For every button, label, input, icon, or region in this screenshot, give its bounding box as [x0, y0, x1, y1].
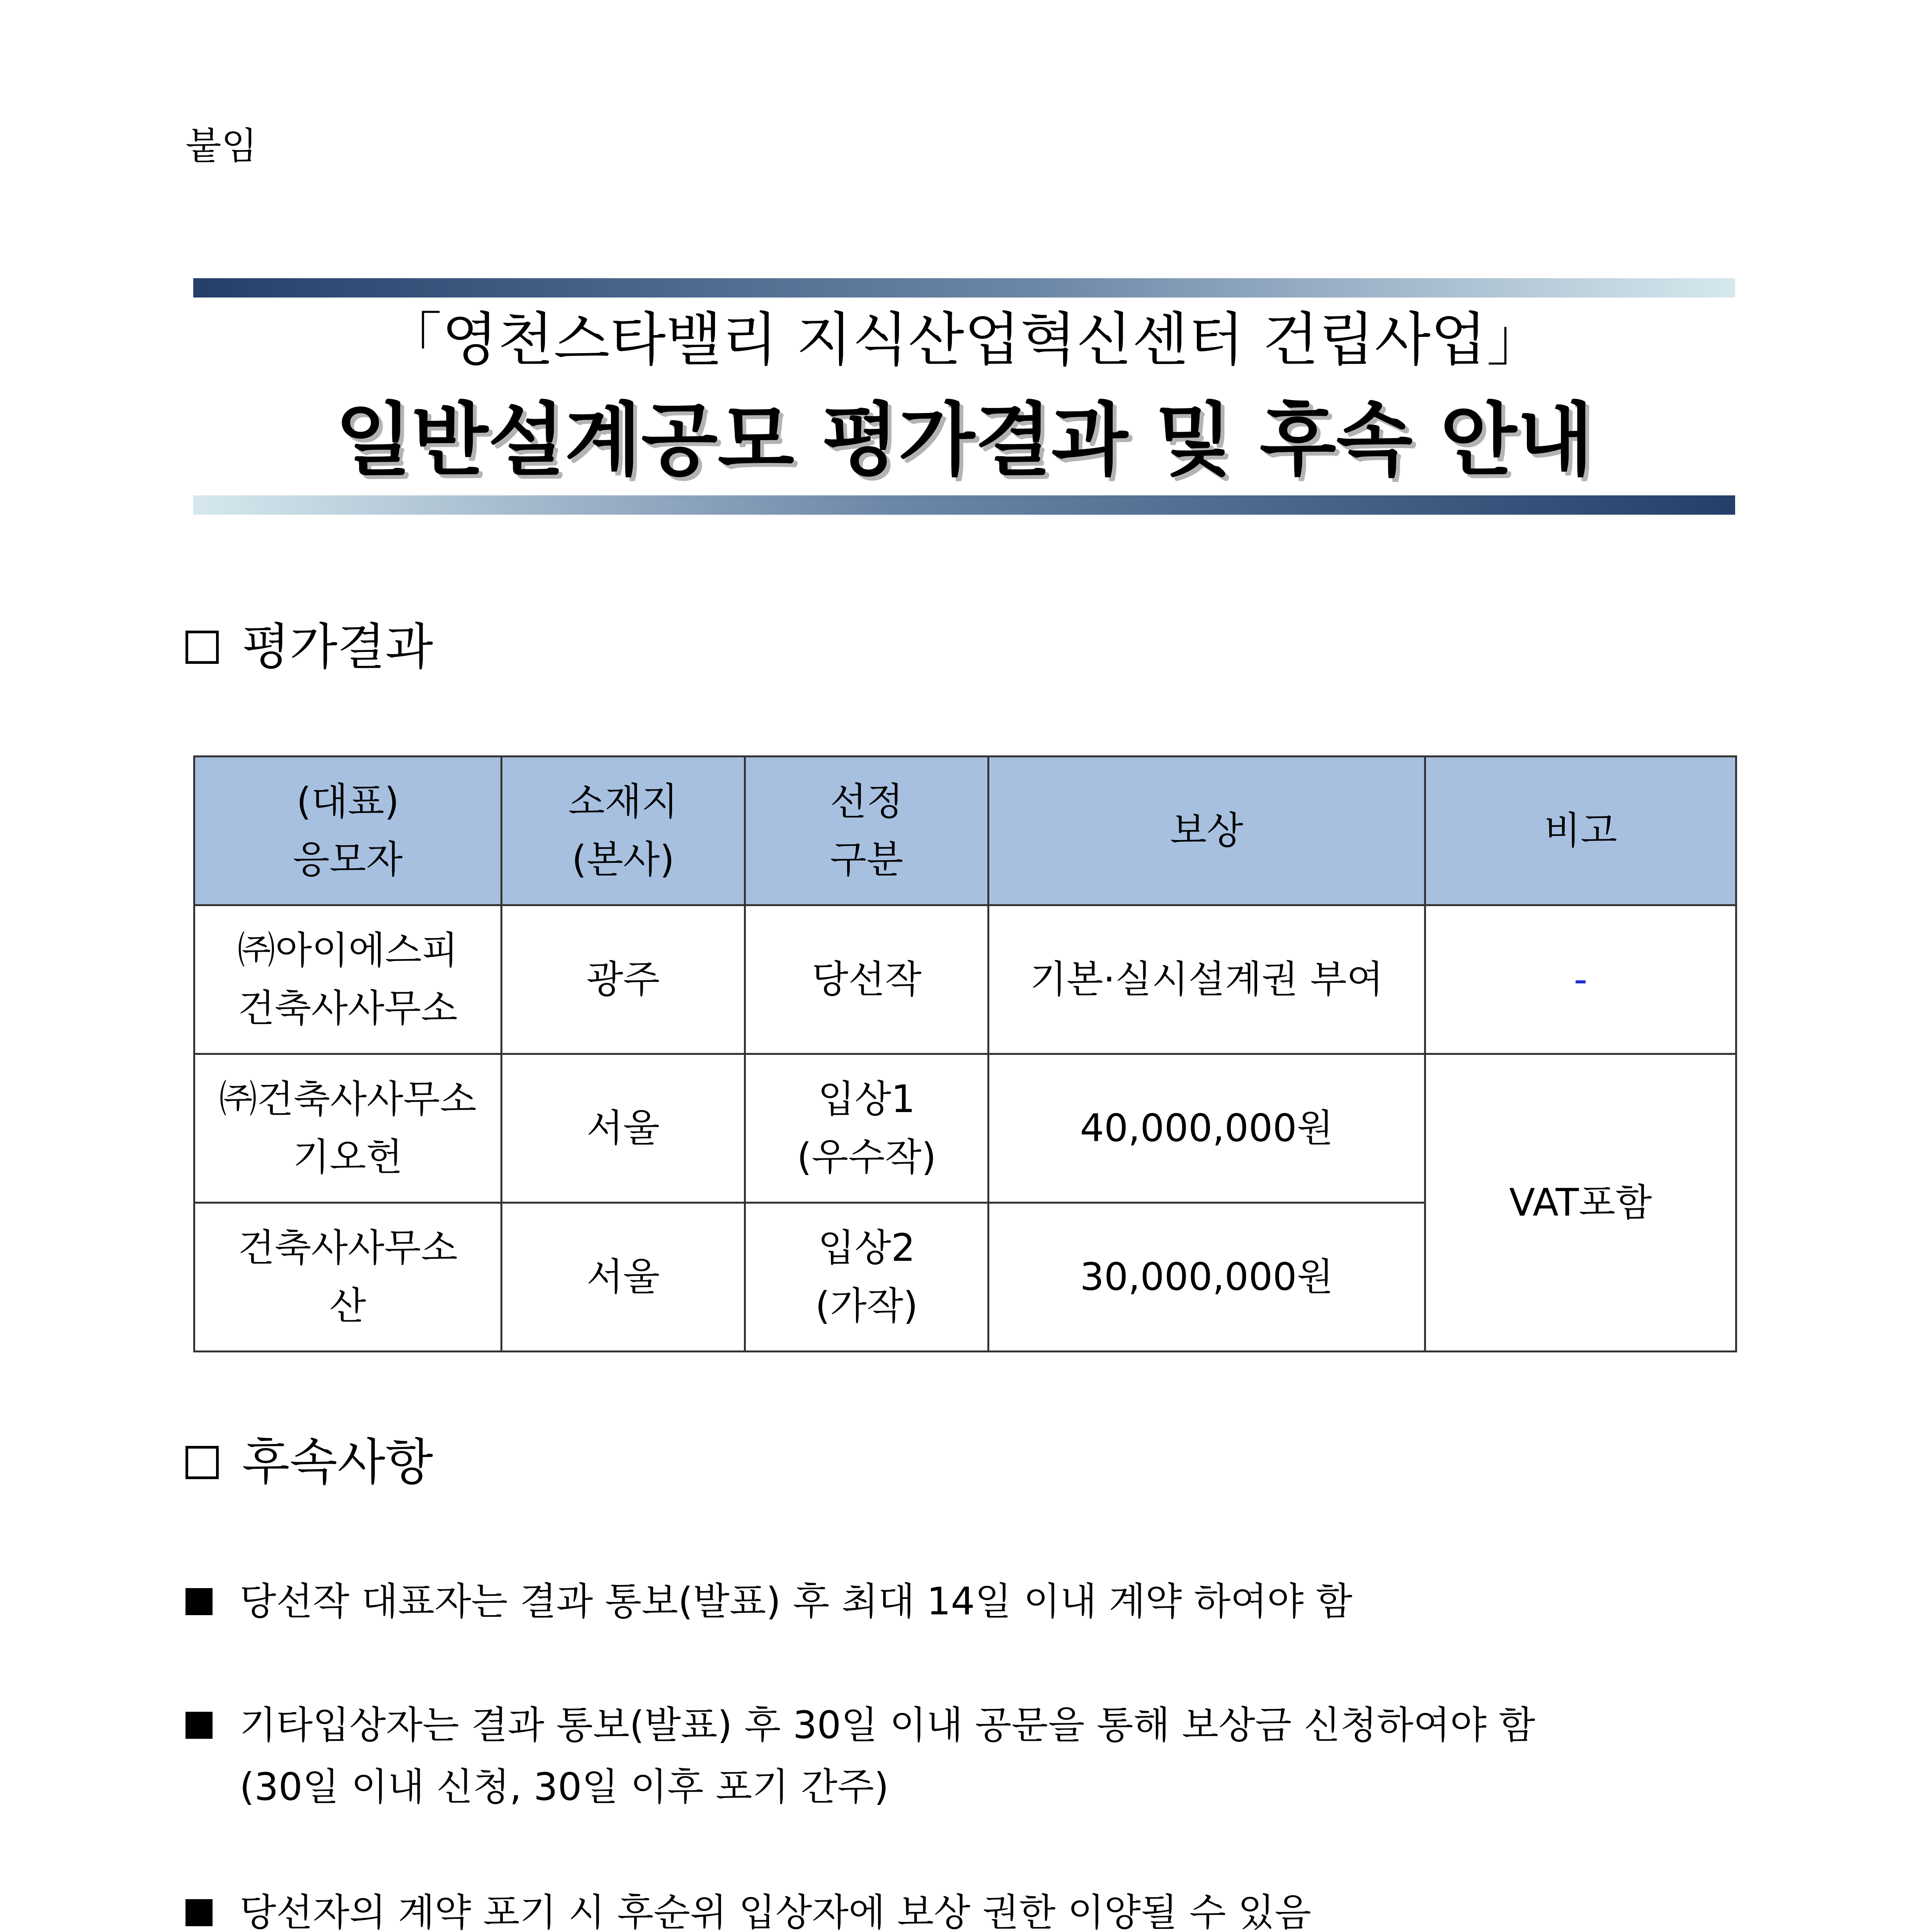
column-header-note: 비고	[1425, 757, 1736, 905]
column-header-location: 소재지 (본사)	[502, 757, 745, 905]
follow-up-item: 당선자의 계약 포기 시 후순위 입상자에 보상 권한 이양될 수 있음	[185, 1882, 1311, 1932]
section-heading-evaluation	[185, 616, 433, 678]
column-header-selection: 선정 구분	[745, 757, 989, 905]
checkbox-outline-icon	[185, 631, 219, 664]
section-title: 후속사항	[242, 1434, 433, 1491]
applicant-cell: ㈜아이에스피 건축사사무소	[194, 905, 502, 1054]
evaluation-table	[193, 755, 1737, 1352]
location-cell: 광주	[502, 905, 745, 1054]
filled-square-bullet-icon	[185, 1588, 213, 1615]
filled-square-bullet-icon	[185, 1899, 213, 1926]
table-header-row	[194, 757, 1736, 905]
filled-square-bullet-icon	[185, 1712, 213, 1739]
follow-up-item: 기타입상자는 결과 통보(발표) 후 30일 이내 공문을 통해 보상금 신청하여야 함	[185, 1694, 1535, 1756]
column-header-reward: 보상	[989, 757, 1425, 905]
selection-cell: 입상2 (가작)	[745, 1203, 989, 1352]
section-title: 평가결과	[242, 618, 433, 676]
note-cell: -	[1425, 905, 1736, 1054]
selection-cell: 당선작	[745, 905, 989, 1054]
selection-cell: 입상1 (우수작)	[745, 1054, 989, 1203]
applicant-cell: ㈜건축사사무소 기오헌	[194, 1054, 502, 1203]
table-row	[194, 905, 1736, 1054]
title-bar-bottom	[193, 495, 1735, 515]
location-cell: 서울	[502, 1054, 745, 1203]
follow-up-item: 당선작 대표자는 결과 통보(발표) 후 최대 14일 이내 계약 하여야 함	[185, 1571, 1352, 1633]
reward-cell: 30,000,000원	[989, 1203, 1425, 1352]
reward-cell: 기본·실시설계권 부여	[989, 905, 1425, 1054]
project-subtitle: 「영천스타밸리 지식산업혁신센터 건립사업」	[384, 306, 1545, 374]
document-title: 일반설계공모 평가결과 및 후속 안내	[335, 395, 1593, 486]
follow-up-item-continuation: (30일 이내 신청, 30일 이후 포기 간주)	[240, 1765, 889, 1809]
location-cell: 서울	[502, 1203, 745, 1352]
column-header-applicant: (대표) 응모자	[194, 757, 502, 905]
reward-cell: 40,000,000원	[989, 1054, 1425, 1203]
title-bar-top	[193, 278, 1735, 298]
attachment-label: 붙임	[185, 124, 257, 168]
table-row	[194, 1054, 1736, 1203]
checkbox-outline-icon	[185, 1446, 219, 1479]
note-cell-vat: VAT포함	[1425, 1054, 1736, 1352]
applicant-cell: 건축사사무소 산	[194, 1203, 502, 1352]
section-heading-follow-up	[185, 1432, 433, 1493]
